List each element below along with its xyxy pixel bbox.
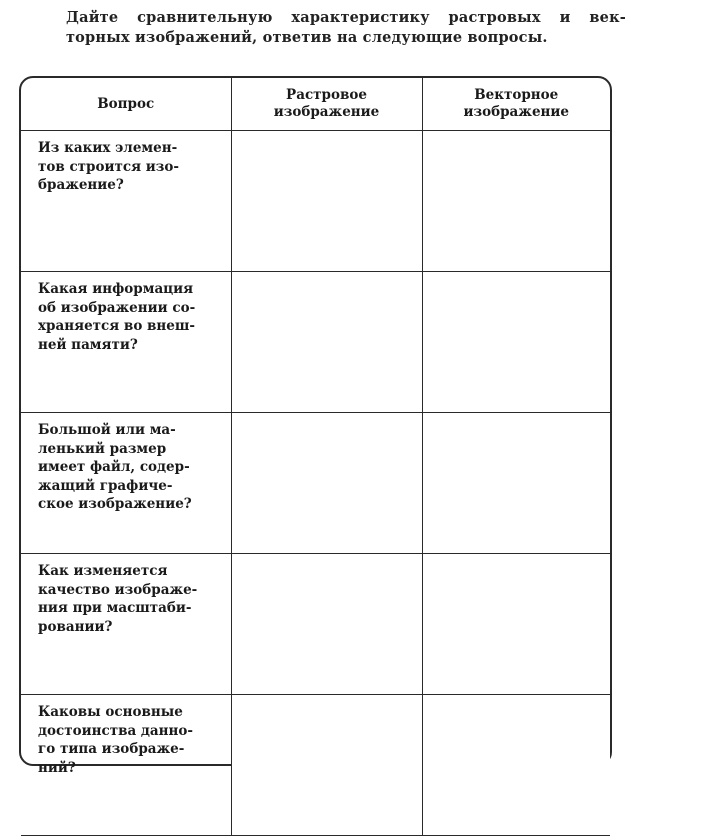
task-instruction (66, 8, 626, 48)
vector-answer-cell[interactable] (422, 413, 610, 554)
question-cell: Как изменяется качество изображе- ния при масштаби- ровании? (21, 554, 231, 695)
question-cell: Каковы основные достоинства данно- го типа изображе- ний? (21, 695, 231, 836)
task-line-1: Дайте сравнительную характеристику растровых и век- (66, 9, 626, 26)
vector-answer-cell[interactable] (422, 131, 610, 272)
task-line-2: торных изображений, ответив на следующие вопросы. (66, 29, 548, 46)
table-row (21, 272, 610, 413)
raster-answer-cell[interactable] (231, 131, 422, 272)
header-question: Вопрос (21, 78, 231, 131)
header-vector: Векторное изображение (422, 78, 610, 131)
table-row (21, 413, 610, 554)
comparison-table-frame (19, 76, 612, 776)
table-row (21, 695, 610, 836)
question-cell: Большой или ма- ленький размер имеет файл, содер- жащий графиче- ское изображение? (21, 413, 231, 554)
comparison-table (21, 78, 610, 836)
vector-answer-cell[interactable] (422, 695, 610, 836)
raster-answer-cell[interactable] (231, 695, 422, 836)
vector-answer-cell[interactable] (422, 554, 610, 695)
question-cell: Из каких элемен- тов строится изо- бражение? (21, 131, 231, 272)
table-row (21, 554, 610, 695)
raster-answer-cell[interactable] (231, 272, 422, 413)
table-header-row (21, 78, 610, 131)
raster-answer-cell[interactable] (231, 554, 422, 695)
vector-answer-cell[interactable] (422, 272, 610, 413)
header-raster: Растровое изображение (231, 78, 422, 131)
table-row (21, 131, 610, 272)
raster-answer-cell[interactable] (231, 413, 422, 554)
question-cell: Какая информация об изображении со- храняется во внеш- ней памяти? (21, 272, 231, 413)
